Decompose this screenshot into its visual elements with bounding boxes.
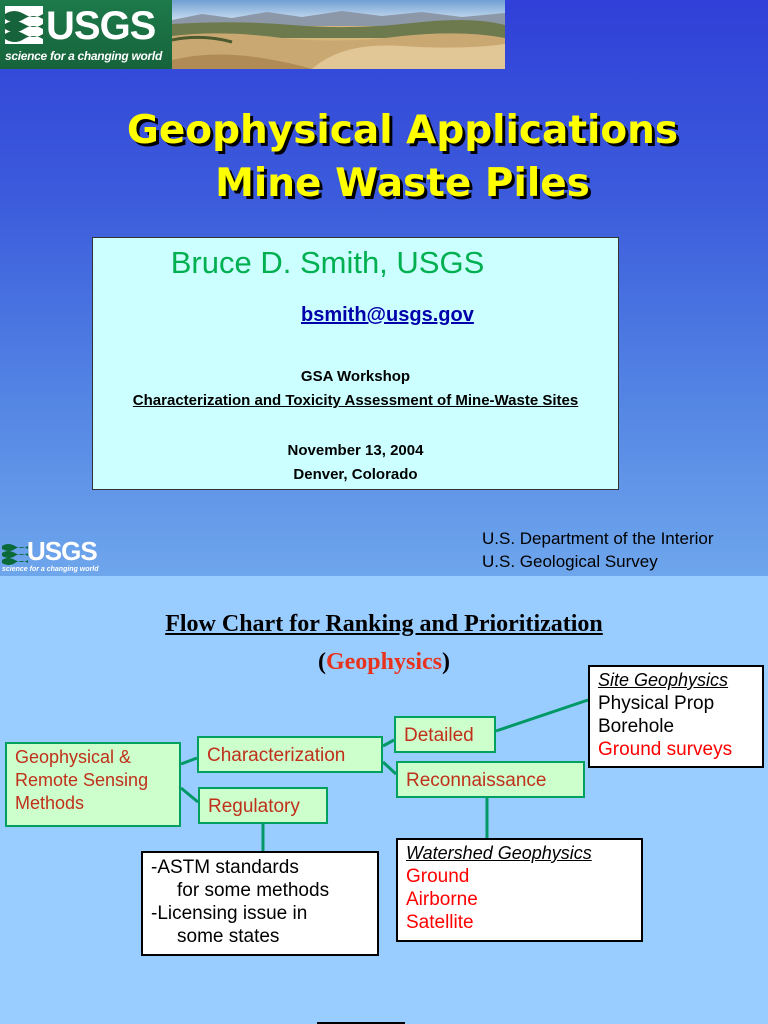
footer-logo-tagline: science for a changing world [2,566,99,573]
usgs-banner [0,0,505,69]
workshop-name: GSA Workshop [300,368,411,385]
usgs-logo [0,0,172,69]
author-name: Bruce D. Smith, USGS [170,245,485,280]
event-date: November 13, 2004 [287,442,424,459]
workshop-title: Characterization and Toxicity Assessment of Mine-Waste Sites [132,392,579,409]
list-item: -Licensing issue in [151,903,308,924]
connector-characterization-reconnaissance [383,762,396,774]
list-item: some states [177,926,280,947]
connector-methods-characterization [181,758,197,764]
list-item: Ground [406,866,470,887]
connector-characterization-detailed [383,740,394,746]
list-item: Airborne [406,889,478,910]
list-item: Satellite [406,912,474,933]
list-item: Borehole [598,716,675,737]
usgs-wave-icon [5,6,43,44]
author-email-link[interactable]: bsmith@usgs.gov [301,304,474,326]
footer-logo-text: USGS [27,536,97,566]
node-reconnaissance: Reconnaissance [396,761,585,798]
usgs-wave-icon [2,541,28,565]
watershed-geophysics-box [396,838,643,942]
site-geophysics-header: Site Geophysics [598,670,729,690]
list-item: for some methods [177,880,330,901]
usgs-tagline: science for a changing world [5,49,162,63]
title-line-2: Mine Waste Piles [215,161,590,206]
node-detailed: Detailed [394,716,496,753]
author-info-box [92,237,619,490]
list-item: Physical Prop [598,693,715,714]
department-credit [482,527,714,573]
node-characterization: Characterization [197,736,383,773]
survey-line: U.S. Geological Survey [482,552,658,571]
regulatory-notes-box [141,851,379,956]
flow-chart-subtitle: (Geophysics) [317,649,450,675]
title-line-1: Geophysical Applications [126,108,679,153]
connector-methods-regulatory [181,788,198,802]
node-regulatory: Regulatory [198,787,328,824]
presentation-title [0,104,768,210]
watershed-geophysics-header: Watershed Geophysics [406,843,592,863]
flow-chart-title: Flow Chart for Ranking and Prioritization [165,611,603,637]
flow-chart-slide [0,576,768,1024]
department-line: U.S. Department of the Interior [482,529,714,548]
subtitle-geophysics: Geophysics [325,649,442,675]
footer-usgs-logo [2,536,99,574]
usgs-logo-text: USGS [46,4,156,48]
landscape-photo [172,0,505,69]
list-item: Ground surveys [598,739,733,760]
list-item: -ASTM standards [151,857,299,878]
connector-detailed-site [496,700,588,731]
node-geophysical-methods: Geophysical & Remote Sensing Methods [5,742,181,827]
site-geophysics-box [588,665,764,768]
event-location: Denver, Colorado [293,466,418,483]
